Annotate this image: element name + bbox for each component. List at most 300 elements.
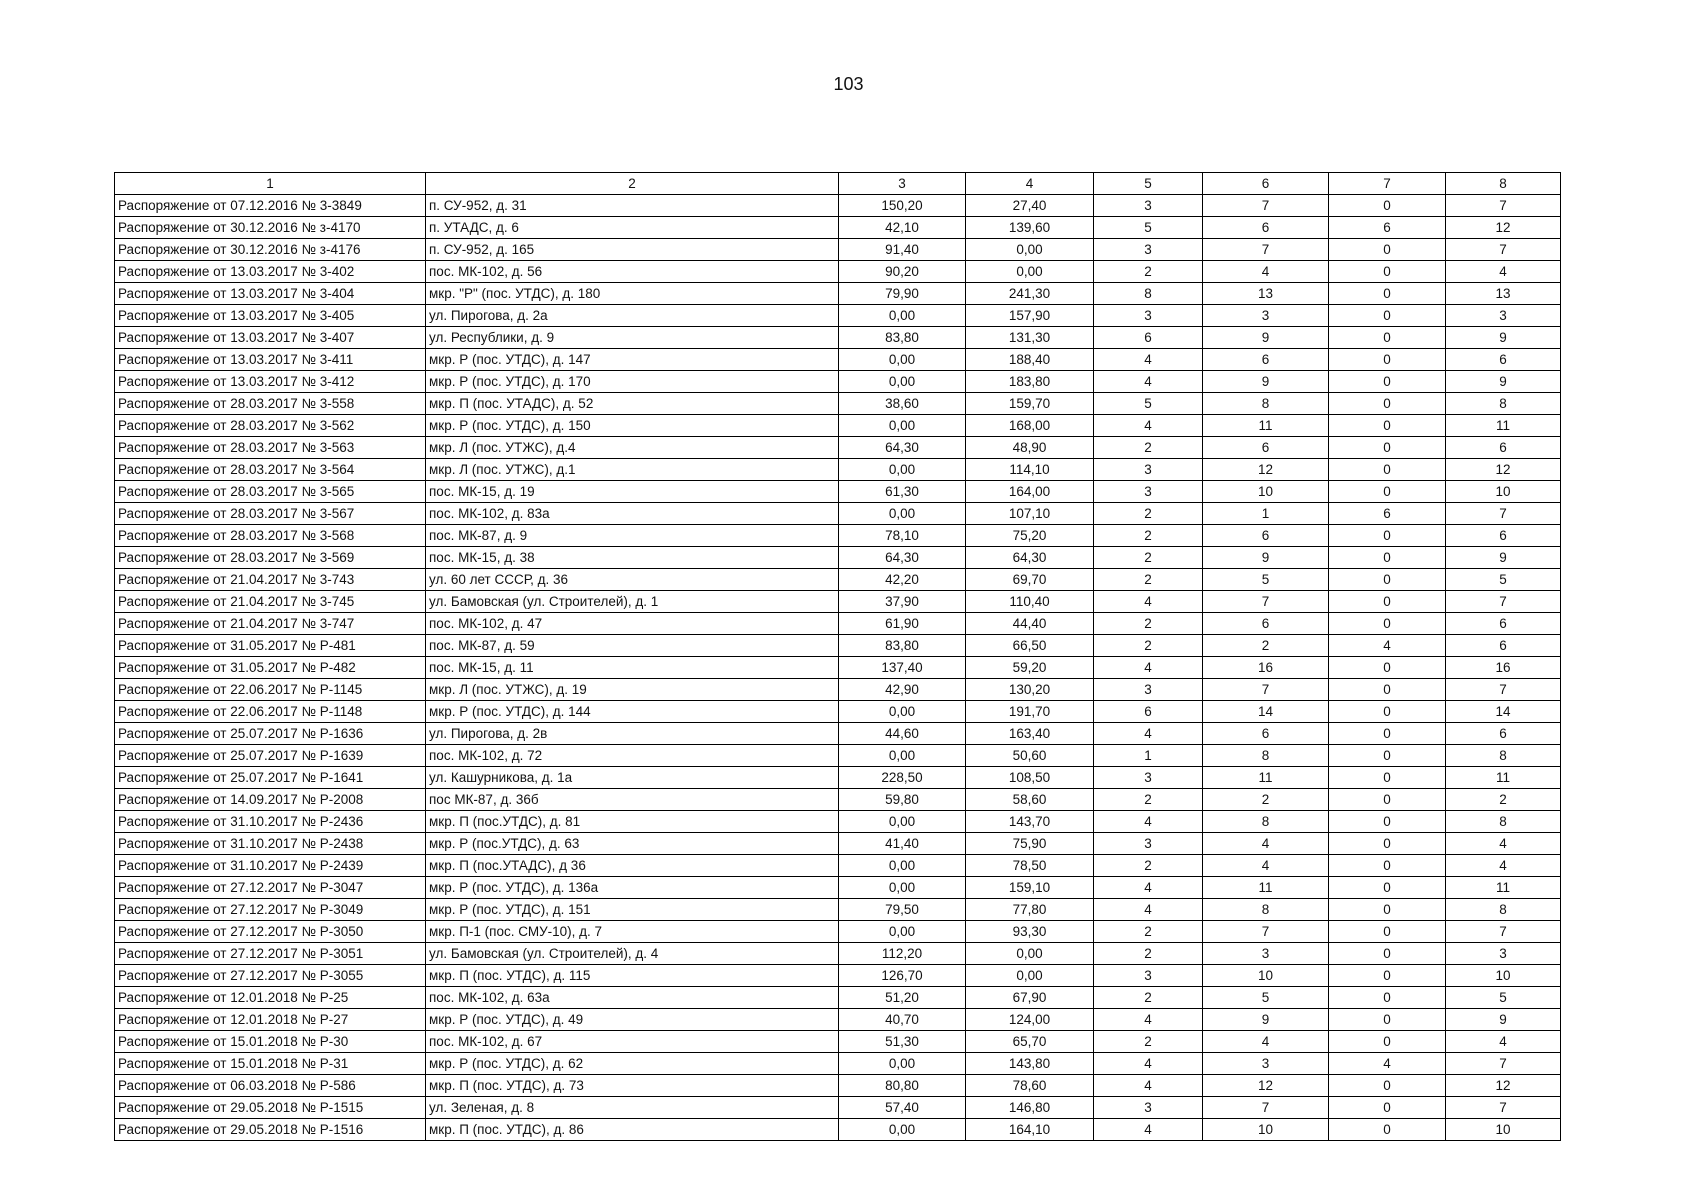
- table-row: [115, 503, 1561, 525]
- count-cell: 4: [1094, 877, 1203, 899]
- value-cell: 110,40: [966, 591, 1094, 613]
- order-cell: Распоряжение от 15.01.2018 № Р-31: [115, 1053, 426, 1075]
- count-cell: 3: [1203, 305, 1329, 327]
- count-cell: 3: [1094, 1097, 1203, 1119]
- count-cell: 6: [1329, 217, 1446, 239]
- count-cell: 0: [1329, 767, 1446, 789]
- order-cell: Распоряжение от 13.03.2017 № 3-411: [115, 349, 426, 371]
- address-cell: мкр. П (пос. УТДС), д. 73: [426, 1075, 839, 1097]
- address-cell: пос. МК-102, д. 83а: [426, 503, 839, 525]
- value-cell: 137,40: [839, 657, 966, 679]
- value-cell: 78,50: [966, 855, 1094, 877]
- value-cell: 67,90: [966, 987, 1094, 1009]
- table-row: [115, 239, 1561, 261]
- value-cell: 64,30: [839, 547, 966, 569]
- table-row: [115, 1119, 1561, 1141]
- total-cell: 2: [1446, 789, 1561, 811]
- order-cell: Распоряжение от 27.12.2017 № Р-3049: [115, 899, 426, 921]
- count-cell: 4: [1203, 855, 1329, 877]
- order-cell: Распоряжение от 31.05.2017 № Р-482: [115, 657, 426, 679]
- value-cell: 91,40: [839, 239, 966, 261]
- address-cell: мкр. Р (пос. УТДС), д. 150: [426, 415, 839, 437]
- address-cell: мкр. Р (пос. УТДС), д. 151: [426, 899, 839, 921]
- count-cell: 0: [1329, 899, 1446, 921]
- address-cell: мкр. Р (пос.УТДС), д. 63: [426, 833, 839, 855]
- value-cell: 0,00: [839, 701, 966, 723]
- total-cell: 8: [1446, 393, 1561, 415]
- column-header: 3: [839, 173, 966, 195]
- address-cell: мкр. Р (пос. УТДС), д. 49: [426, 1009, 839, 1031]
- count-cell: 11: [1203, 877, 1329, 899]
- count-cell: 0: [1329, 723, 1446, 745]
- value-cell: 143,70: [966, 811, 1094, 833]
- total-cell: 8: [1446, 745, 1561, 767]
- total-cell: 6: [1446, 437, 1561, 459]
- value-cell: 78,60: [966, 1075, 1094, 1097]
- count-cell: 1: [1094, 745, 1203, 767]
- address-cell: п. СУ-952, д. 31: [426, 195, 839, 217]
- count-cell: 3: [1203, 943, 1329, 965]
- order-cell: Распоряжение от 28.03.2017 № 3-565: [115, 481, 426, 503]
- count-cell: 10: [1203, 965, 1329, 987]
- count-cell: 5: [1094, 217, 1203, 239]
- value-cell: 78,10: [839, 525, 966, 547]
- value-cell: 66,50: [966, 635, 1094, 657]
- order-cell: Распоряжение от 31.10.2017 № Р-2436: [115, 811, 426, 833]
- total-cell: 9: [1446, 1009, 1561, 1031]
- count-cell: 2: [1094, 855, 1203, 877]
- address-cell: мкр. П-1 (пос. СМУ-10), д. 7: [426, 921, 839, 943]
- value-cell: 40,70: [839, 1009, 966, 1031]
- count-cell: 3: [1094, 459, 1203, 481]
- order-cell: Распоряжение от 06.03.2018 № Р-586: [115, 1075, 426, 1097]
- value-cell: 90,20: [839, 261, 966, 283]
- value-cell: 51,30: [839, 1031, 966, 1053]
- count-cell: 4: [1094, 591, 1203, 613]
- order-cell: Распоряжение от 25.07.2017 № Р-1639: [115, 745, 426, 767]
- count-cell: 6: [1203, 437, 1329, 459]
- total-cell: 8: [1446, 811, 1561, 833]
- count-cell: 0: [1329, 349, 1446, 371]
- table-row: [115, 921, 1561, 943]
- count-cell: 16: [1203, 657, 1329, 679]
- value-cell: 48,90: [966, 437, 1094, 459]
- value-cell: 0,00: [839, 855, 966, 877]
- address-cell: пос. МК-87, д. 9: [426, 525, 839, 547]
- table-row: [115, 965, 1561, 987]
- value-cell: 150,20: [839, 195, 966, 217]
- count-cell: 0: [1329, 987, 1446, 1009]
- address-cell: ул. Пирогова, д. 2а: [426, 305, 839, 327]
- count-cell: 7: [1203, 921, 1329, 943]
- value-cell: 191,70: [966, 701, 1094, 723]
- count-cell: 0: [1329, 437, 1446, 459]
- count-cell: 0: [1329, 613, 1446, 635]
- table-row: [115, 855, 1561, 877]
- table-header-row: [115, 173, 1561, 195]
- count-cell: 4: [1329, 1053, 1446, 1075]
- count-cell: 5: [1203, 569, 1329, 591]
- address-cell: ул. Пирогова, д. 2в: [426, 723, 839, 745]
- count-cell: 12: [1203, 459, 1329, 481]
- value-cell: 163,40: [966, 723, 1094, 745]
- total-cell: 8: [1446, 899, 1561, 921]
- value-cell: 0,00: [839, 371, 966, 393]
- value-cell: 0,00: [966, 943, 1094, 965]
- address-cell: п. СУ-952, д. 165: [426, 239, 839, 261]
- order-cell: Распоряжение от 31.10.2017 № Р-2439: [115, 855, 426, 877]
- total-cell: 5: [1446, 569, 1561, 591]
- total-cell: 3: [1446, 943, 1561, 965]
- table-row: [115, 305, 1561, 327]
- count-cell: 7: [1203, 239, 1329, 261]
- count-cell: 3: [1094, 305, 1203, 327]
- table-row: [115, 701, 1561, 723]
- count-cell: 0: [1329, 943, 1446, 965]
- count-cell: 4: [1203, 833, 1329, 855]
- value-cell: 50,60: [966, 745, 1094, 767]
- count-cell: 0: [1329, 1009, 1446, 1031]
- count-cell: 0: [1329, 877, 1446, 899]
- count-cell: 6: [1203, 217, 1329, 239]
- count-cell: 2: [1094, 635, 1203, 657]
- order-cell: Распоряжение от 21.04.2017 № 3-747: [115, 613, 426, 635]
- value-cell: 83,80: [839, 635, 966, 657]
- column-header: 6: [1203, 173, 1329, 195]
- table-row: [115, 437, 1561, 459]
- address-cell: пос. МК-102, д. 56: [426, 261, 839, 283]
- table-row: [115, 349, 1561, 371]
- table-row: [115, 1075, 1561, 1097]
- table-row: [115, 833, 1561, 855]
- table-row: [115, 481, 1561, 503]
- count-cell: 6: [1203, 613, 1329, 635]
- value-cell: 157,90: [966, 305, 1094, 327]
- order-cell: Распоряжение от 31.10.2017 № Р-2438: [115, 833, 426, 855]
- total-cell: 9: [1446, 327, 1561, 349]
- order-cell: Распоряжение от 13.03.2017 № 3-405: [115, 305, 426, 327]
- order-cell: Распоряжение от 30.12.2016 № з-4170: [115, 217, 426, 239]
- address-cell: ул. Кашурникова, д. 1а: [426, 767, 839, 789]
- total-cell: 4: [1446, 1031, 1561, 1053]
- count-cell: 0: [1329, 1031, 1446, 1053]
- order-cell: Распоряжение от 21.04.2017 № 3-743: [115, 569, 426, 591]
- value-cell: 0,00: [839, 1053, 966, 1075]
- value-cell: 41,40: [839, 833, 966, 855]
- table-row: [115, 1097, 1561, 1119]
- value-cell: 124,00: [966, 1009, 1094, 1031]
- table-row: [115, 393, 1561, 415]
- count-cell: 2: [1094, 569, 1203, 591]
- address-cell: мкр. Р (пос. УТДС), д. 136а: [426, 877, 839, 899]
- value-cell: 183,80: [966, 371, 1094, 393]
- order-cell: Распоряжение от 14.09.2017 № Р-2008: [115, 789, 426, 811]
- count-cell: 3: [1094, 767, 1203, 789]
- order-cell: Распоряжение от 28.03.2017 № 3-564: [115, 459, 426, 481]
- total-cell: 7: [1446, 195, 1561, 217]
- count-cell: 2: [1203, 635, 1329, 657]
- value-cell: 131,30: [966, 327, 1094, 349]
- order-cell: Распоряжение от 29.05.2018 № Р-1515: [115, 1097, 426, 1119]
- count-cell: 14: [1203, 701, 1329, 723]
- value-cell: 0,00: [839, 811, 966, 833]
- count-cell: 11: [1203, 415, 1329, 437]
- total-cell: 9: [1446, 371, 1561, 393]
- column-header: 7: [1329, 173, 1446, 195]
- order-cell: Распоряжение от 31.05.2017 № Р-481: [115, 635, 426, 657]
- address-cell: ул. Бамовская (ул. Строителей), д. 1: [426, 591, 839, 613]
- order-cell: Распоряжение от 07.12.2016 № 3-3849: [115, 195, 426, 217]
- address-cell: мкр. "Р" (пос. УТДС), д. 180: [426, 283, 839, 305]
- table-row: [115, 789, 1561, 811]
- count-cell: 0: [1329, 459, 1446, 481]
- value-cell: 241,30: [966, 283, 1094, 305]
- address-cell: мкр. Р (пос. УТДС), д. 144: [426, 701, 839, 723]
- value-cell: 64,30: [966, 547, 1094, 569]
- value-cell: 0,00: [839, 503, 966, 525]
- address-cell: мкр. П (пос.УТДС), д. 81: [426, 811, 839, 833]
- data-table: [114, 172, 1561, 1141]
- address-cell: пос. МК-102, д. 63а: [426, 987, 839, 1009]
- table-row: [115, 657, 1561, 679]
- address-cell: п. УТАДС, д. 6: [426, 217, 839, 239]
- value-cell: 159,10: [966, 877, 1094, 899]
- value-cell: 126,70: [839, 965, 966, 987]
- count-cell: 3: [1094, 239, 1203, 261]
- column-header: 5: [1094, 173, 1203, 195]
- table-row: [115, 547, 1561, 569]
- table-row: [115, 283, 1561, 305]
- table-row: [115, 591, 1561, 613]
- total-cell: 4: [1446, 261, 1561, 283]
- address-cell: мкр. П (пос. УТДС), д. 115: [426, 965, 839, 987]
- count-cell: 0: [1329, 415, 1446, 437]
- count-cell: 8: [1203, 811, 1329, 833]
- count-cell: 8: [1203, 393, 1329, 415]
- total-cell: 16: [1446, 657, 1561, 679]
- count-cell: 6: [1094, 701, 1203, 723]
- value-cell: 42,90: [839, 679, 966, 701]
- count-cell: 0: [1329, 393, 1446, 415]
- total-cell: 10: [1446, 1119, 1561, 1141]
- value-cell: 75,90: [966, 833, 1094, 855]
- count-cell: 0: [1329, 481, 1446, 503]
- column-header: 2: [426, 173, 839, 195]
- total-cell: 5: [1446, 987, 1561, 1009]
- count-cell: 3: [1094, 679, 1203, 701]
- count-cell: 2: [1094, 613, 1203, 635]
- order-cell: Распоряжение от 29.05.2018 № Р-1516: [115, 1119, 426, 1141]
- address-cell: мкр. Л (пос. УТЖС), д. 19: [426, 679, 839, 701]
- table-row: [115, 415, 1561, 437]
- table-row: [115, 525, 1561, 547]
- order-cell: Распоряжение от 28.03.2017 № 3-568: [115, 525, 426, 547]
- count-cell: 10: [1203, 481, 1329, 503]
- value-cell: 108,50: [966, 767, 1094, 789]
- address-cell: мкр. Л (пос. УТЖС), д.4: [426, 437, 839, 459]
- count-cell: 0: [1329, 195, 1446, 217]
- count-cell: 4: [1094, 349, 1203, 371]
- table-row: [115, 987, 1561, 1009]
- total-cell: 6: [1446, 613, 1561, 635]
- value-cell: 69,70: [966, 569, 1094, 591]
- count-cell: 4: [1094, 1075, 1203, 1097]
- count-cell: 9: [1203, 547, 1329, 569]
- count-cell: 6: [1203, 723, 1329, 745]
- value-cell: 0,00: [839, 349, 966, 371]
- count-cell: 0: [1329, 239, 1446, 261]
- count-cell: 4: [1094, 811, 1203, 833]
- order-cell: Распоряжение от 12.01.2018 № Р-25: [115, 987, 426, 1009]
- total-cell: 6: [1446, 635, 1561, 657]
- value-cell: 37,90: [839, 591, 966, 613]
- order-cell: Распоряжение от 28.03.2017 № 3-563: [115, 437, 426, 459]
- address-cell: пос. МК-102, д. 67: [426, 1031, 839, 1053]
- address-cell: мкр. Р (пос. УТДС), д. 147: [426, 349, 839, 371]
- value-cell: 59,80: [839, 789, 966, 811]
- total-cell: 6: [1446, 525, 1561, 547]
- table-row: [115, 1053, 1561, 1075]
- value-cell: 164,00: [966, 481, 1094, 503]
- count-cell: 10: [1203, 1119, 1329, 1141]
- value-cell: 114,10: [966, 459, 1094, 481]
- count-cell: 2: [1094, 437, 1203, 459]
- count-cell: 0: [1329, 525, 1446, 547]
- count-cell: 0: [1329, 921, 1446, 943]
- count-cell: 8: [1203, 899, 1329, 921]
- table-row: [115, 195, 1561, 217]
- value-cell: 42,10: [839, 217, 966, 239]
- count-cell: 0: [1329, 305, 1446, 327]
- table-row: [115, 1009, 1561, 1031]
- total-cell: 7: [1446, 239, 1561, 261]
- address-cell: мкр. П (пос.УТАДС), д 36: [426, 855, 839, 877]
- address-cell: пос. МК-15, д. 11: [426, 657, 839, 679]
- count-cell: 7: [1203, 195, 1329, 217]
- value-cell: 79,50: [839, 899, 966, 921]
- address-cell: пос. МК-15, д. 19: [426, 481, 839, 503]
- value-cell: 0,00: [966, 239, 1094, 261]
- count-cell: 7: [1203, 679, 1329, 701]
- address-cell: пос. МК-87, д. 59: [426, 635, 839, 657]
- order-cell: Распоряжение от 28.03.2017 № 3-569: [115, 547, 426, 569]
- page-number: 103: [833, 74, 864, 94]
- table-row: [115, 877, 1561, 899]
- count-cell: 2: [1094, 987, 1203, 1009]
- count-cell: 9: [1203, 371, 1329, 393]
- count-cell: 4: [1094, 415, 1203, 437]
- count-cell: 0: [1329, 833, 1446, 855]
- count-cell: 0: [1329, 789, 1446, 811]
- table-row: [115, 371, 1561, 393]
- total-cell: 7: [1446, 1097, 1561, 1119]
- count-cell: 7: [1203, 1097, 1329, 1119]
- order-cell: Распоряжение от 25.07.2017 № Р-1641: [115, 767, 426, 789]
- order-cell: Распоряжение от 21.04.2017 № 3-745: [115, 591, 426, 613]
- value-cell: 27,40: [966, 195, 1094, 217]
- count-cell: 0: [1329, 811, 1446, 833]
- order-cell: Распоряжение от 22.06.2017 № Р-1145: [115, 679, 426, 701]
- count-cell: 9: [1203, 1009, 1329, 1031]
- count-cell: 0: [1329, 327, 1446, 349]
- value-cell: 112,20: [839, 943, 966, 965]
- value-cell: 75,20: [966, 525, 1094, 547]
- address-cell: пос. МК-102, д. 47: [426, 613, 839, 635]
- value-cell: 0,00: [839, 1119, 966, 1141]
- count-cell: 4: [1094, 1119, 1203, 1141]
- total-cell: 7: [1446, 921, 1561, 943]
- count-cell: 0: [1329, 965, 1446, 987]
- value-cell: 0,00: [966, 261, 1094, 283]
- value-cell: 57,40: [839, 1097, 966, 1119]
- table-row: [115, 327, 1561, 349]
- total-cell: 4: [1446, 833, 1561, 855]
- value-cell: 0,00: [966, 965, 1094, 987]
- total-cell: 10: [1446, 965, 1561, 987]
- value-cell: 139,60: [966, 217, 1094, 239]
- count-cell: 3: [1094, 833, 1203, 855]
- count-cell: 0: [1329, 1075, 1446, 1097]
- total-cell: 11: [1446, 767, 1561, 789]
- address-cell: ул. 60 лет СССР, д. 36: [426, 569, 839, 591]
- count-cell: 4: [1203, 1031, 1329, 1053]
- order-cell: Распоряжение от 27.12.2017 № Р-3047: [115, 877, 426, 899]
- value-cell: 77,80: [966, 899, 1094, 921]
- total-cell: 7: [1446, 679, 1561, 701]
- total-cell: 3: [1446, 305, 1561, 327]
- total-cell: 6: [1446, 349, 1561, 371]
- count-cell: 8: [1203, 745, 1329, 767]
- value-cell: 107,10: [966, 503, 1094, 525]
- count-cell: 9: [1203, 327, 1329, 349]
- count-cell: 0: [1329, 745, 1446, 767]
- value-cell: 0,00: [839, 745, 966, 767]
- count-cell: 6: [1329, 503, 1446, 525]
- address-cell: ул. Республики, д. 9: [426, 327, 839, 349]
- count-cell: 2: [1094, 789, 1203, 811]
- count-cell: 2: [1094, 261, 1203, 283]
- total-cell: 7: [1446, 503, 1561, 525]
- address-cell: мкр. Р (пос. УТДС), д. 62: [426, 1053, 839, 1075]
- count-cell: 3: [1094, 195, 1203, 217]
- value-cell: 58,60: [966, 789, 1094, 811]
- total-cell: 12: [1446, 1075, 1561, 1097]
- count-cell: 2: [1094, 1031, 1203, 1053]
- address-cell: ул. Зеленая, д. 8: [426, 1097, 839, 1119]
- address-cell: пос МК-87, д. 36б: [426, 789, 839, 811]
- count-cell: 5: [1094, 393, 1203, 415]
- value-cell: 59,20: [966, 657, 1094, 679]
- table-row: [115, 569, 1561, 591]
- column-header: 4: [966, 173, 1094, 195]
- value-cell: 61,90: [839, 613, 966, 635]
- count-cell: 6: [1094, 327, 1203, 349]
- count-cell: 2: [1094, 525, 1203, 547]
- value-cell: 51,20: [839, 987, 966, 1009]
- value-cell: 0,00: [839, 921, 966, 943]
- total-cell: 7: [1446, 1053, 1561, 1075]
- value-cell: 38,60: [839, 393, 966, 415]
- value-cell: 130,20: [966, 679, 1094, 701]
- count-cell: 4: [1094, 1009, 1203, 1031]
- value-cell: 0,00: [839, 877, 966, 899]
- value-cell: 0,00: [839, 459, 966, 481]
- count-cell: 0: [1329, 855, 1446, 877]
- count-cell: 8: [1094, 283, 1203, 305]
- order-cell: Распоряжение от 27.12.2017 № Р-3055: [115, 965, 426, 987]
- table-row: [115, 723, 1561, 745]
- table-row: [115, 261, 1561, 283]
